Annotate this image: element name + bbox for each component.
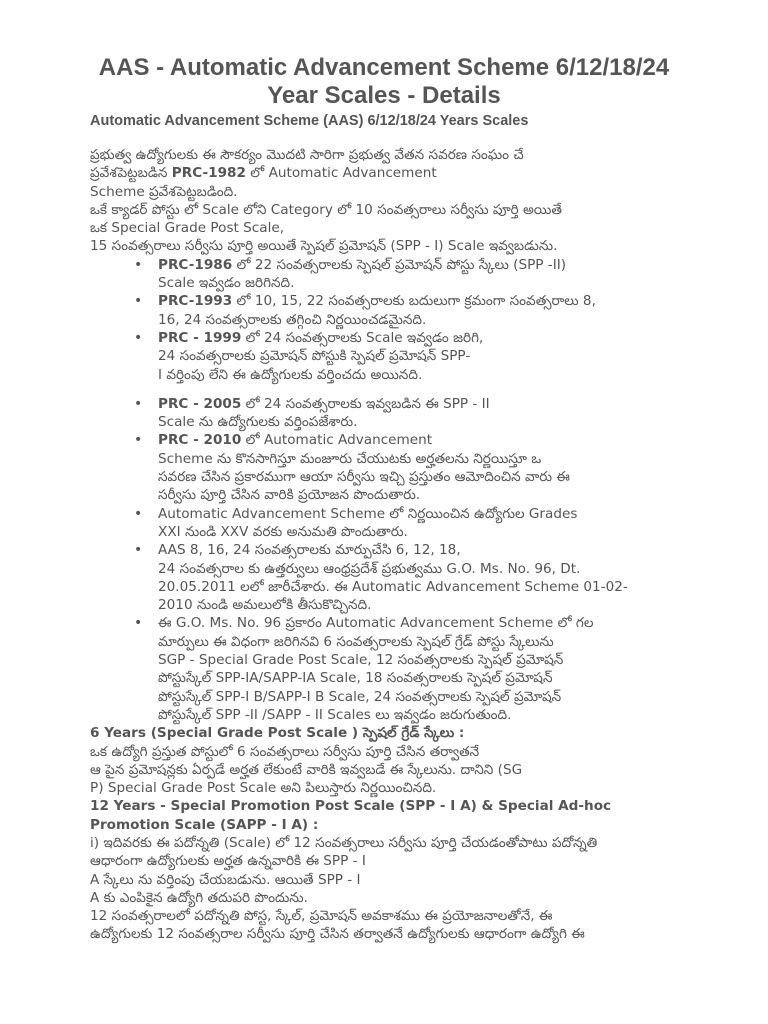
list-item	[158, 541, 700, 614]
bullet-text: SGP - Special Grade Post Scale, 12 సంవత్సరాలకు స్పెషల్ ప్రమోషన్	[158, 652, 564, 669]
intro-paragraph	[90, 146, 700, 256]
section-12-line: A కు ఎంపికైన ఉద్యోగి తదుపరి పొందును.	[90, 889, 308, 906]
section-6-line: ఆ పైన ప్రమోషన్లకు ఏర్పడే అర్హత లేకుంటే వారికి ఇవ్వబడే ఈ స్కేలును. దానిని (SG	[90, 761, 523, 778]
bullet-text: లో 22 సంవత్సరాలకు స్పెషల్ ప్రమోషన్ పోస్టు స్కేలు (SPP -II)	[232, 256, 567, 273]
section-12-line: A స్కేలు ను వర్తింపు చేయబడును. ఆయితే SPP - I	[90, 871, 361, 888]
section-12-line: i) ఇదివరకు ఈ పదోన్నతి (Scale) లో 12 సంవత్సరాలు సర్వీసు పూర్తి చేయడంతోపాటు పదోన్నతి	[90, 834, 598, 851]
intro-prc-1982: PRC-1982	[171, 165, 246, 182]
bullet-text: లో Automatic Advancement	[241, 432, 433, 449]
intro-line-3: Scheme ప్రవేశపెట్టబడింది.	[90, 183, 238, 200]
bullet-text: Scheme ను కొనసాగిస్తూ మంజూరు చేయుటకు అర్హతలను నిర్ణయిస్తూ ఒ	[158, 450, 542, 467]
list-item	[158, 256, 700, 293]
list-item	[158, 614, 700, 724]
bullet-text: లో 24 సంవత్సరాలకు Scale ఇవ్వడం జరిగి,	[241, 329, 484, 346]
bullet-text: 2010 నుండి అమలులోకి తీసుకొచ్చినది.	[158, 597, 372, 614]
list-item	[158, 505, 700, 542]
intro-line-2a: ప్రవేశపెట్టబడిన	[90, 165, 172, 182]
bullet-bold: PRC - 2010	[158, 432, 242, 449]
section-12-line: 12 సంవత్సరాలలో పదోన్నతి పోస్ట, స్కేల్, ప్రమోషన్ అవకాశము ఈ ప్రయోజనాలతోనే, ఈ	[90, 908, 553, 925]
list-item	[158, 292, 700, 329]
bullet-bold: PRC-1986	[158, 256, 233, 273]
bullet-text: మార్పులు ఈ విధంగా జరిగినవి 6 సంవత్సరాలకు స్పెషల్ గ్రేడ్ పోస్టు స్కేలును	[158, 633, 554, 650]
section-6-line: P) Special Grade Post Scale అని పిలుస్తారు నిర్ణయించినది.	[90, 780, 437, 797]
document-body	[90, 146, 700, 944]
intro-line-4: ఒకే క్యాడర్ పోస్టు లో Scale లోని Category లో 10 సంవత్సరాలు సర్వీసు పూర్తి అయితే	[90, 201, 562, 218]
section-6-line: ఒక ఉద్యోగి ప్రస్తుత పోస్టులో 6 సంవత్సరాలు సర్వీసు పూర్తి చేసిన తర్వాతనే	[90, 743, 480, 760]
bullet-text: పోస్టుస్కేల్ SPP-I B/SAPP-I B Scale, 24 సంవత్సరాలకు స్పెషల్ ప్రమోషన్	[158, 688, 562, 705]
section-6-heading: 6 Years (Special Grade Post Scale ) స్పెషల్ గ్రేడ్ స్కేలు :	[90, 725, 465, 742]
bullet-text: Scale ను ఉద్యోగులకు వర్తింపజేశారు.	[158, 414, 358, 431]
section-12-heading-cont: Promotion Scale (SAPP - I A) :	[90, 816, 319, 833]
intro-line-2c: లో Automatic Advancement	[245, 165, 437, 182]
prc-bullet-list	[90, 256, 700, 724]
bullet-text: లో 24 సంవత్సరాలకు ఇవ్వబడిన ఈ SPP - II	[241, 395, 490, 412]
bullet-text: AAS 8, 16, 24 సంవత్సరాలకు మార్పుచేసి 6, 12, 18,	[158, 542, 461, 559]
bullet-text: 20.05.2011 లలో జారీచేశారు. ఈ Automatic Advancement Scheme 01-02-	[158, 578, 628, 595]
bullet-bold: PRC-1993	[158, 293, 233, 310]
bullet-text: 24 సంవత్సరాల కు ఉత్తర్వులు ఆంధ్రప్రదేశ్ ప్రభుత్వము G.O. Ms. No. 96, Dt.	[158, 560, 581, 577]
bullet-text: సర్వీసు పూర్తి చేసిన వారికి ప్రయోజన పొందుతారు.	[158, 487, 421, 504]
bullet-text: ఈ G.O. Ms. No. 96 ప్రకారం Automatic Advancement Scheme లో గల	[158, 615, 594, 632]
section-6-years	[90, 724, 700, 797]
bullet-text: Scale ఇవ్వడం జరిగినది.	[158, 275, 295, 292]
bullet-text: పోస్టుస్కేల్ SPP-IA/SAPP-IA Scale, 18 సంవత్సరాలకు స్పెషల్ ప్రమోషన్	[158, 670, 553, 687]
bullet-bold: PRC - 1999	[158, 329, 242, 346]
intro-line-6: 15 సంవత్సరాలు సర్వీసు పూర్తి అయితే స్పెషల్ ప్రమోషన్ (SPP - I) Scale ఇవ్వబడును.	[90, 238, 558, 255]
section-12-line: ఉద్యోగులకు 12 సంవత్సరాల సర్వీసు పూర్తి చేసిన తర్వాతనే ఉద్యోగులకు ఆధారంగా ఉద్యోగి ఈ	[90, 926, 585, 943]
bullet-text: పోస్టుస్కేల్ SPP -II /SAPP - II Scales లు ఇవ్వడం జరుగుతుంది.	[158, 706, 512, 723]
bullet-text: 16, 24 సంవత్సరాలకు తగ్గించి నిర్ణయించడమైనది.	[158, 311, 427, 328]
intro-line-5: ఒక Special Grade Post Scale,	[90, 220, 285, 237]
bullet-text: I వర్తింపు లేని ఈ ఉద్యోగులకు వర్తించదు అయినది.	[158, 366, 423, 383]
page-title: AAS - Automatic Advancement Scheme 6/12/18/24 Year Scales - Details	[98, 54, 670, 109]
bullet-text: లో 10, 15, 22 సంవత్సరాలకు బదులుగా క్రమంగా సంవత్సరాలు 8,	[232, 293, 596, 310]
bullet-text: Automatic Advancement Scheme లో నిర్ణయించిన ఉద్యోగుల Grades	[158, 505, 578, 522]
bullet-text: 24 సంవత్సరాలకు ప్రమోషన్ పోస్టుకి స్పెషల్ ప్రమోషన్ SPP-	[158, 348, 471, 365]
page-subtitle: Automatic Advancement Scheme (AAS) 6/12/18/24 Years Scales	[90, 113, 529, 129]
bullet-text: సవరణ చేసిన ప్రకారముగా ఆయా సర్వీసు ఇచ్చి ప్రస్తుతం ఆమోదించిన వారు ఈ	[158, 469, 570, 486]
intro-line-1: ప్రభుత్వ ఉద్యోగులకు ఈ సౌకర్యం మొదటి సారిగా ప్రభుత్వ వేతన సవరణ సంఘం చే	[90, 147, 524, 163]
section-12-line: ఆధారంగా ఉద్యోగులకు అర్హత ఉన్నవారికి ఈ SPP - I	[90, 853, 366, 870]
section-12-heading: 12 Years - Special Promotion Post Scale (SPP - I A) & Special Ad-hoc	[90, 798, 612, 815]
section-12-years	[90, 797, 700, 943]
list-item	[158, 395, 700, 432]
bullet-text: XXI నుండి XXV వరకు అనుమతి పొందుతారు.	[158, 523, 408, 540]
bullet-bold: PRC - 2005	[158, 395, 242, 412]
list-item	[158, 431, 700, 504]
list-item	[158, 329, 700, 395]
